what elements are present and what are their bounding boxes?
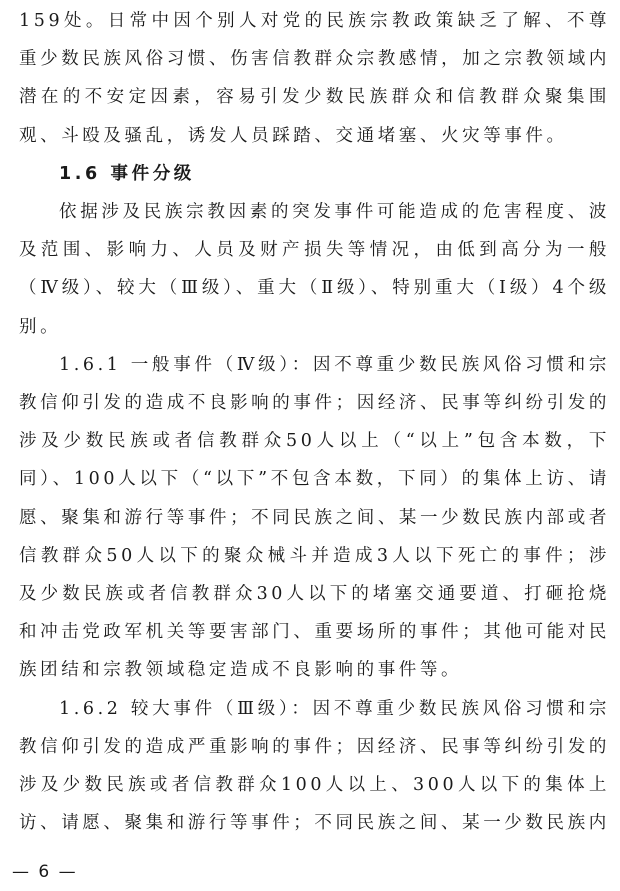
page-number: — 6 — (12, 862, 78, 882)
paragraph-major-event: 1.6.2 较大事件（Ⅲ级）：因不尊重少数民族风俗习惯和宗教信仰引发的造成严重影响的事件；因经济、民事等纠纷引发的涉及少数民族或者信教群众100人以上、300人以下的集体上访、请愿、聚集和游行等事件；不同民族之间、某一少数民族内 (19, 698, 610, 834)
paragraph-classification: 依据涉及民族宗教因素的突发事件可能造成的危害程度、波及范围、影响力、人员及财产损失等情况，由低到高分为一般（Ⅳ级）、较大（Ⅲ级）、重大（Ⅱ级）、特别重大（Ⅰ级）4个级别。 (19, 202, 610, 337)
section-heading-event-levels: 1.6 事件分级 (59, 163, 195, 184)
paragraph-general-event: 1.6.1 一般事件（Ⅳ级）：因不尊重少数民族风俗习惯和宗教信仰引发的造成不良影响的事件；因经济、民事等纠纷引发的涉及少数民族或者信教群众50人以上（“以上”包含本数，下同）、100人以下（“以下”不包含本数，下同）的集体上访、请愿、聚集和游行等事件；不同民族之间、某一少数民族内部或者信教群众50人以下的聚众械斗并造成3人以下死亡的事件；涉及少数民族或者信教群众30人以下的堵塞交通要道、打砸抢烧和冲击党政军机关等要害部门、重要场所的事件；其他可能对民族团结和宗教领域稳定造成不良影响的事件等。 (19, 354, 610, 681)
document-body (0, 2, 620, 842)
paragraph-continuation: 159处。日常中因个别人对党的民族宗教政策缺乏了解、不尊重少数民族风俗习惯、伤害信教群众宗教感情，加之宗教领域内潜在的不安定因素，容易引发少数民族群众和信教群众聚集围观、斗殴及骚乱，诱发人员踩踏、交通堵塞、火灾等事件。 (19, 11, 610, 146)
